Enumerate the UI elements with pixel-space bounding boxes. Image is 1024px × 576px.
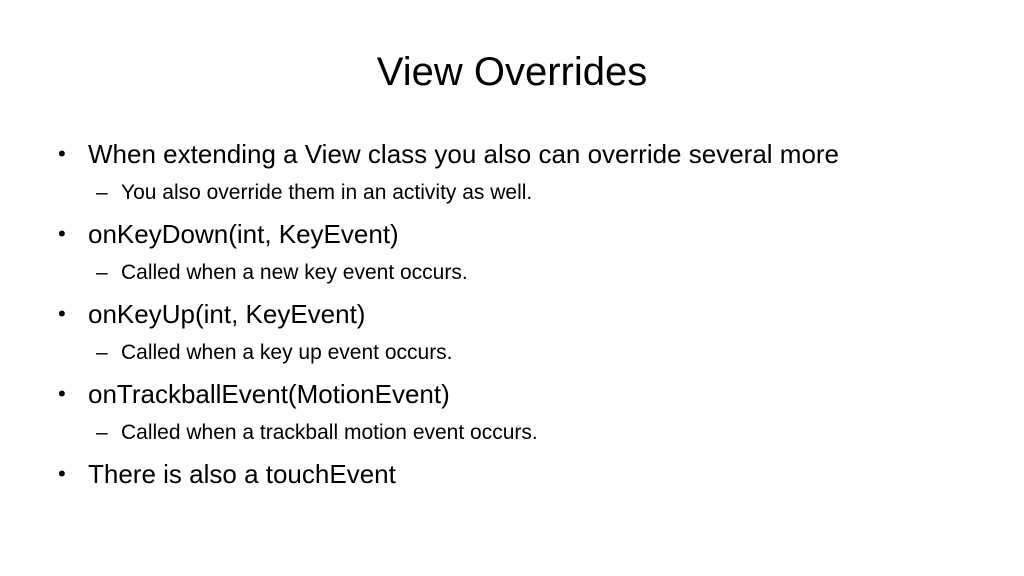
bullet-text: When extending a View class you also can override several more: [88, 139, 840, 169]
slide-title: View Overrides: [376, 50, 648, 94]
sub-bullet-text: Called when a key up event occurs.: [121, 341, 453, 364]
bullet-text: onKeyDown(int, KeyEvent): [88, 219, 399, 249]
sub-bullet-text: Called when a trackball motion event occurs.: [121, 421, 538, 444]
bullet-list: [56, 132, 986, 496]
bullet-item: [56, 212, 986, 256]
sub-bullet-text: Called when a new key event occurs.: [121, 261, 468, 284]
dash-marker: –: [96, 261, 108, 284]
bullet-marker: •: [58, 461, 66, 486]
sub-bullet-item: [56, 336, 986, 370]
sub-bullet-item: [56, 416, 986, 450]
bullet-item: [56, 292, 986, 336]
sub-bullet-text: You also override them in an activity as well.: [121, 181, 533, 204]
bullet-marker: •: [58, 301, 66, 326]
sub-bullet-item: [56, 256, 986, 290]
dash-marker: –: [96, 421, 108, 444]
dash-marker: –: [96, 341, 108, 364]
bullet-text: onTrackballEvent(MotionEvent): [88, 379, 450, 409]
bullet-marker: •: [58, 381, 66, 406]
bullet-marker: •: [58, 221, 66, 246]
bullet-item: [56, 372, 986, 416]
bullet-item: [56, 132, 986, 176]
bullet-text: There is also a touchEvent: [88, 459, 396, 489]
bullet-item: [56, 452, 986, 496]
bullet-marker: •: [58, 141, 66, 166]
sub-bullet-item: [56, 176, 986, 210]
bullet-text: onKeyUp(int, KeyEvent): [88, 299, 366, 329]
dash-marker: –: [96, 181, 108, 204]
